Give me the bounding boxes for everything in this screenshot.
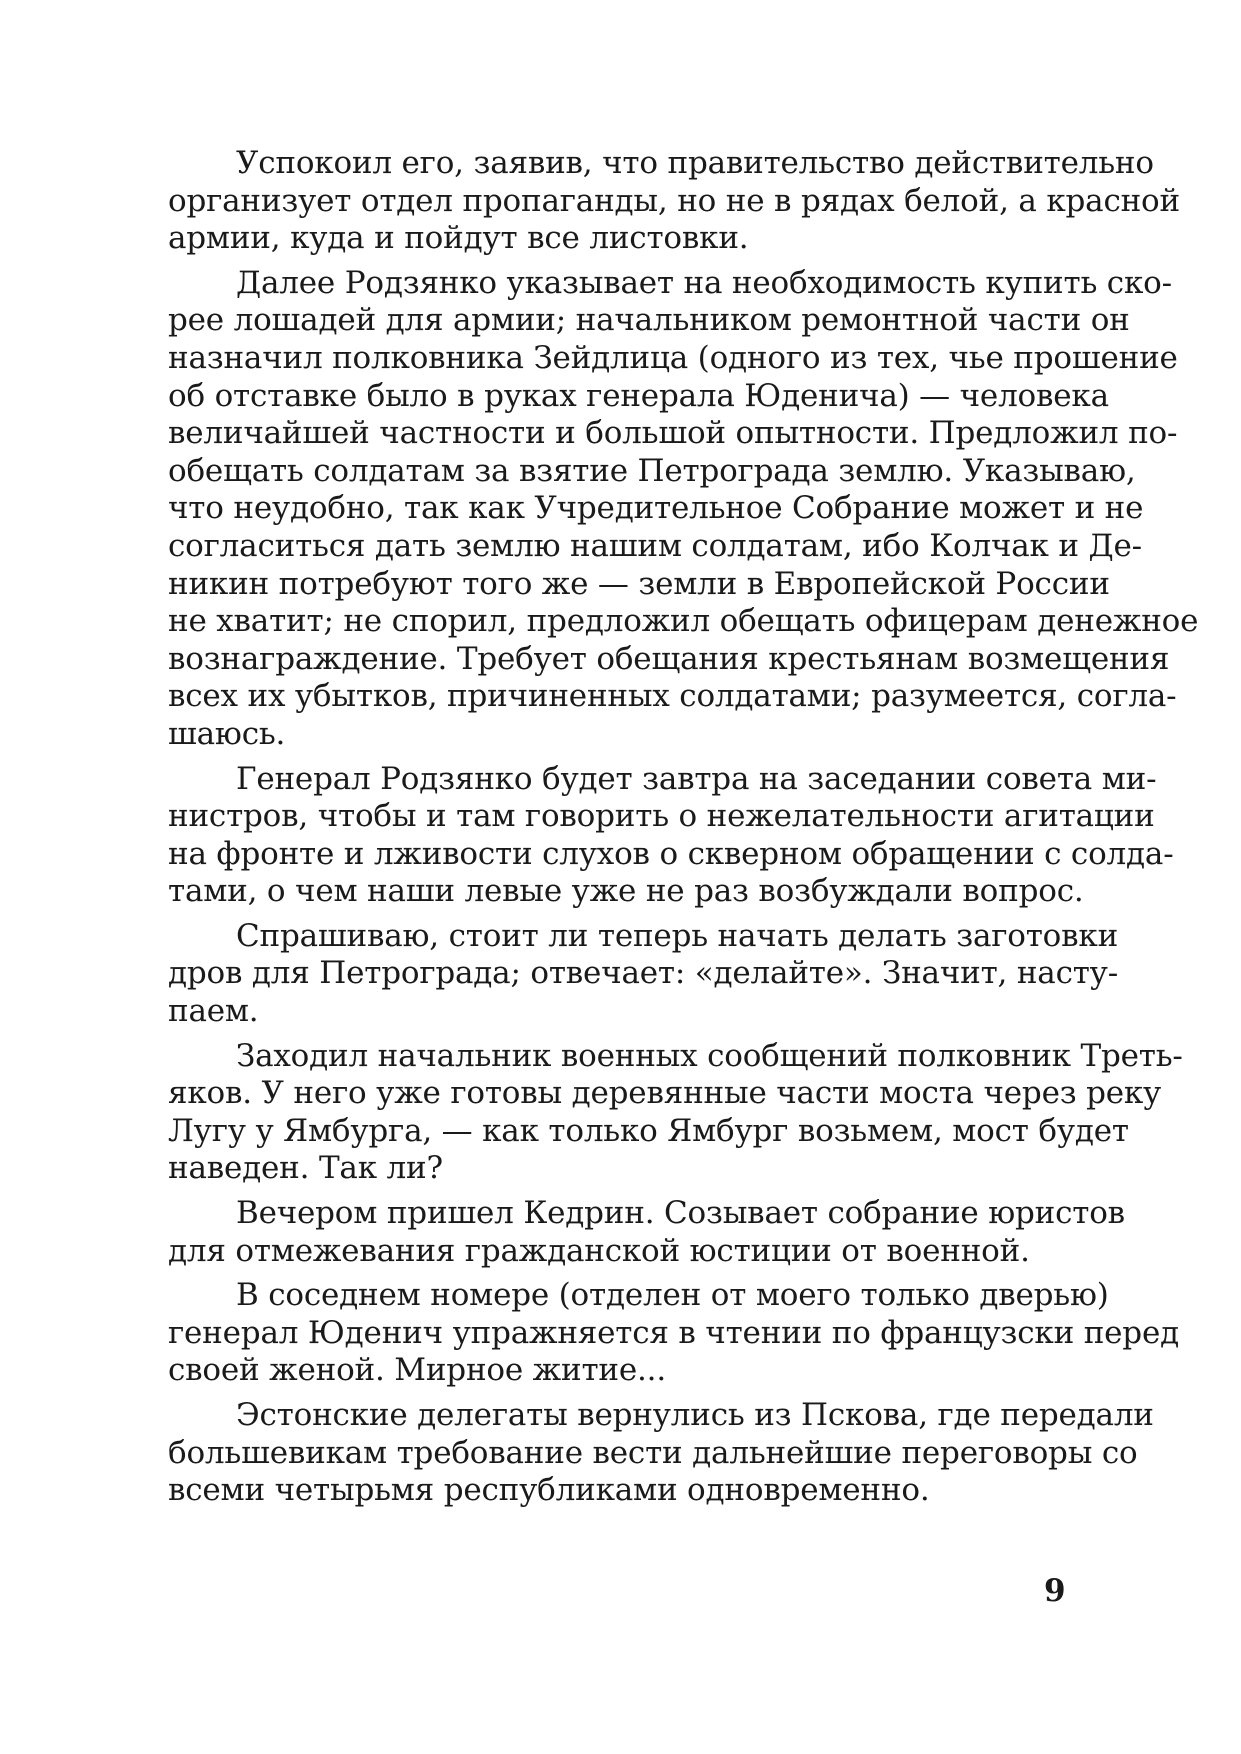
paragraph-6 (168, 1195, 1125, 1270)
text-line: В соседнем номере (отделен от моего только дверью) (236, 1277, 1109, 1314)
paragraph-1 (168, 145, 1180, 258)
text-line: наведен. Так ли? (168, 1150, 443, 1187)
text-line: армии, куда и пойдут все листовки. (168, 220, 749, 257)
text-line: всеми четырьмя республиками одновременно. (168, 1472, 930, 1509)
text-line: дров для Петрограда; отвечает: «делайте». Значит, насту- (168, 955, 1118, 992)
text-line: об отставке было в руках генерала Юденича) — человека (168, 377, 1109, 414)
text-line: согласиться дать землю нашим солдатам, ибо Колчак и Де- (168, 527, 1142, 564)
text-line: большевикам требование вести дальнейшие переговоры со (168, 1434, 1138, 1471)
text-line: своей женой. Мирное житие... (168, 1352, 666, 1389)
text-line: нистров, чтобы и там говорить о нежелательности агитации (168, 798, 1155, 835)
paragraph-2 (168, 264, 1199, 754)
text-line: никин потребуют того же — земли в Европейской России (168, 565, 1110, 602)
text-line: назначил полковника Зейдлица (одного из тех, чье прошение (168, 339, 1178, 376)
text-line: организует отдел пропаганды, но не в рядах белой, а красной (168, 182, 1180, 219)
text-line: Успокоил его, заявив, что правительство действительно (236, 145, 1154, 181)
page-number: 9 (1044, 1573, 1066, 1609)
text-line: обещать солдатам за взятие Петрограда землю. Указываю, (168, 452, 1136, 489)
text-line: рее лошадей для армии; начальником ремонтной части он (168, 302, 1130, 339)
text-line: генерал Юденич упражняется в чтении по французски перед (168, 1314, 1179, 1351)
text-line: для отмежевания гражданской юстиции от военной. (168, 1232, 1030, 1269)
paragraph-4 (168, 917, 1119, 1031)
text-line: паем. (168, 993, 259, 1030)
text-line: Заходил начальник военных сообщений полковник Треть- (236, 1037, 1183, 1074)
text-line: на фронте и лживости слухов о скверном обращении с солда- (168, 835, 1174, 872)
text-line: Эстонские делегаты вернулись из Пскова, где передали (236, 1397, 1154, 1433)
paragraph-8 (168, 1397, 1154, 1510)
text-line: яков. У него уже готовы деревянные части моста через реку (168, 1075, 1162, 1112)
text-line: Лугу у Ямбурга, — как только Ямбург возьмем, мост будет (168, 1112, 1129, 1149)
paragraph-3 (168, 760, 1174, 911)
text-line: Вечером пришел Кедрин. Созывает собрание юристов (236, 1195, 1125, 1232)
text-line: шаюсь. (168, 715, 286, 752)
text-line: величайшей частности и большой опытности. Предложил по- (168, 415, 1178, 452)
text-line: всех их убытков, причиненных солдатами; разумеется, согла- (168, 678, 1177, 715)
text-line: Генерал Родзянко будет завтра на заседании совета ми- (236, 760, 1157, 797)
text-line: тами, о чем наши левые уже не раз возбуждали вопрос. (168, 873, 1084, 910)
paragraph-7 (168, 1277, 1179, 1390)
body-text (168, 145, 1199, 1517)
paragraph-5 (168, 1037, 1183, 1188)
text-line: не хватит; не спорил, предложил обещать офицерам денежное (168, 603, 1199, 640)
text-line: вознаграждение. Требует обещания крестьянам возмещения (168, 640, 1170, 677)
text-line: что неудобно, так как Учредительное Собрание может и не (168, 490, 1144, 527)
text-line: Спрашиваю, стоит ли теперь начать делать заготовки (236, 917, 1119, 954)
text-line: Далее Родзянко указывает на необходимость купить ско- (236, 264, 1172, 301)
